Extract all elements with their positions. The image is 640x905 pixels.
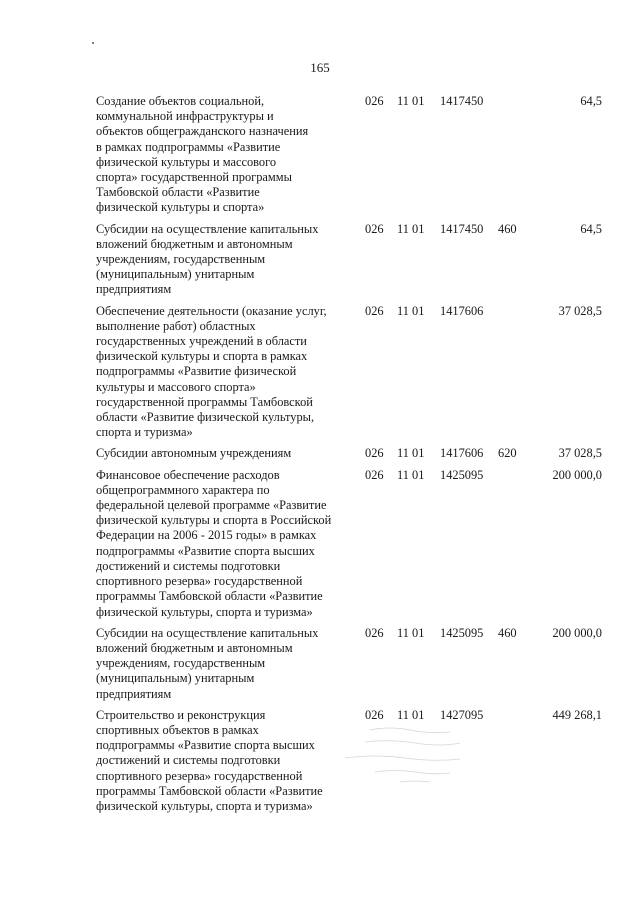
table-row bbox=[0, 468, 640, 620]
section-code: 11 01 bbox=[397, 446, 425, 461]
description-line: спортивного резерва» государственной bbox=[96, 574, 303, 589]
department-code: 026 bbox=[365, 446, 384, 461]
table-row bbox=[0, 626, 640, 702]
amount-value: 449 268,1 bbox=[552, 707, 602, 722]
row-description bbox=[96, 626, 354, 702]
department-code: 026 bbox=[365, 303, 384, 318]
description-line: подпрограммы «Развитие спорта высших bbox=[96, 738, 315, 753]
row-description bbox=[96, 446, 354, 461]
description-line: физической культуры, спорта и туризма» bbox=[96, 798, 313, 813]
description-line: Тамбовской области «Развитие bbox=[96, 185, 260, 200]
section-code: 11 01 bbox=[397, 467, 425, 482]
description-line: Обеспечение деятельности (оказание услуг, bbox=[96, 303, 327, 318]
department-code: 026 bbox=[365, 467, 384, 482]
section-code: 11 01 bbox=[397, 221, 425, 236]
description-line: объектов общегражданского назначения bbox=[96, 124, 309, 139]
description-line: в рамках подпрограммы «Развитие bbox=[96, 139, 281, 154]
department-code: 026 bbox=[365, 94, 384, 108]
description-line: коммунальной инфраструктуры и bbox=[96, 109, 274, 124]
row-description bbox=[96, 708, 354, 814]
table-row bbox=[0, 708, 640, 814]
description-line: программы Тамбовской области «Развитие bbox=[96, 589, 323, 604]
description-line: достижений и системы подготовки bbox=[96, 753, 281, 768]
description-line: спорта» государственной программы bbox=[96, 170, 292, 185]
table-row bbox=[0, 304, 640, 441]
amount-value: 37 028,5 bbox=[558, 303, 602, 318]
description-line: государственных учреждений в области bbox=[96, 334, 307, 349]
description-line: предприятиям bbox=[96, 686, 172, 701]
table-row bbox=[0, 446, 640, 461]
description-line: Создание объектов социальной, bbox=[96, 94, 265, 108]
description-line: учреждениям, государственным bbox=[96, 252, 266, 267]
description-line: общепрограммного характера по bbox=[96, 482, 270, 497]
expense-type-code: 620 bbox=[498, 446, 517, 461]
description-line: государственной программы Тамбовской bbox=[96, 394, 313, 409]
description-line: Финансовое обеспечение расходов bbox=[96, 467, 280, 482]
amount-value: 64,5 bbox=[580, 94, 602, 108]
description-line: предприятиям bbox=[96, 282, 172, 297]
target-item-code: 1417606 bbox=[440, 303, 484, 318]
section-code: 11 01 bbox=[397, 303, 425, 318]
target-item-code: 1417450 bbox=[440, 94, 484, 108]
table-row bbox=[0, 94, 640, 216]
section-code: 11 01 bbox=[397, 707, 425, 722]
row-description bbox=[96, 304, 354, 441]
description-line: достижений и системы подготовки bbox=[96, 558, 281, 573]
description-line: Субсидии автономным учреждениям bbox=[96, 446, 292, 461]
description-line: (муниципальным) унитарным bbox=[96, 267, 255, 282]
description-line: (муниципальным) унитарным bbox=[96, 671, 255, 686]
budget-table bbox=[0, 94, 640, 820]
description-line: программы Тамбовской области «Развитие bbox=[96, 783, 323, 798]
description-line: Строительство и реконструкция bbox=[96, 707, 266, 722]
description-line: подпрограммы «Развитие физической bbox=[96, 364, 297, 379]
description-line: вложений бюджетным и автономным bbox=[96, 236, 293, 251]
description-line: физической культуры, спорта и туризма» bbox=[96, 604, 313, 619]
department-code: 026 bbox=[365, 707, 384, 722]
expense-type-code: 460 bbox=[498, 221, 517, 236]
description-line: физической культуры и спорта в Российской bbox=[96, 513, 332, 528]
description-line: Субсидии на осуществление капитальных bbox=[96, 221, 319, 236]
section-code: 11 01 bbox=[397, 625, 425, 640]
description-line: спорта и туризма» bbox=[96, 425, 193, 440]
description-line: выполнение работ) областных bbox=[96, 318, 256, 333]
description-line: физической культуры и спорта в рамках bbox=[96, 349, 308, 364]
expense-type-code: 460 bbox=[498, 625, 517, 640]
description-line: подпрограммы «Развитие спорта высших bbox=[96, 543, 315, 558]
amount-value: 37 028,5 bbox=[558, 446, 602, 461]
target-item-code: 1427095 bbox=[440, 707, 484, 722]
amount-value: 200 000,0 bbox=[552, 625, 602, 640]
table-row bbox=[0, 222, 640, 298]
faint-stamp-mark bbox=[340, 722, 490, 788]
department-code: 026 bbox=[365, 221, 384, 236]
description-line: спортивных объектов в рамках bbox=[96, 722, 259, 737]
description-line: области «Развитие физической культуры, bbox=[96, 410, 315, 425]
row-description bbox=[96, 94, 354, 216]
description-line: культуры и массового спорта» bbox=[96, 379, 256, 394]
target-item-code: 1425095 bbox=[440, 625, 484, 640]
target-item-code: 1425095 bbox=[440, 467, 484, 482]
description-line: физической культуры и спорта» bbox=[96, 200, 265, 215]
amount-value: 200 000,0 bbox=[552, 467, 602, 482]
page-number: 165 bbox=[310, 60, 330, 75]
amount-value: 64,5 bbox=[580, 221, 602, 236]
target-item-code: 1417450 bbox=[440, 221, 484, 236]
description-line: федеральной целевой программе «Развитие bbox=[96, 498, 327, 513]
target-item-code: 1417606 bbox=[440, 446, 484, 461]
department-code: 026 bbox=[365, 625, 384, 640]
description-line: учреждениям, государственным bbox=[96, 656, 266, 671]
description-line: спортивного резерва» государственной bbox=[96, 768, 303, 783]
scan-speck bbox=[92, 42, 94, 44]
row-description bbox=[96, 468, 354, 620]
row-description bbox=[96, 222, 354, 298]
section-code: 11 01 bbox=[397, 94, 425, 108]
description-line: Субсидии на осуществление капитальных bbox=[96, 625, 319, 640]
description-line: физической культуры и массового bbox=[96, 154, 277, 169]
description-line: Федерации на 2006 - 2015 годы» в рамках bbox=[96, 528, 317, 543]
description-line: вложений бюджетным и автономным bbox=[96, 640, 293, 655]
